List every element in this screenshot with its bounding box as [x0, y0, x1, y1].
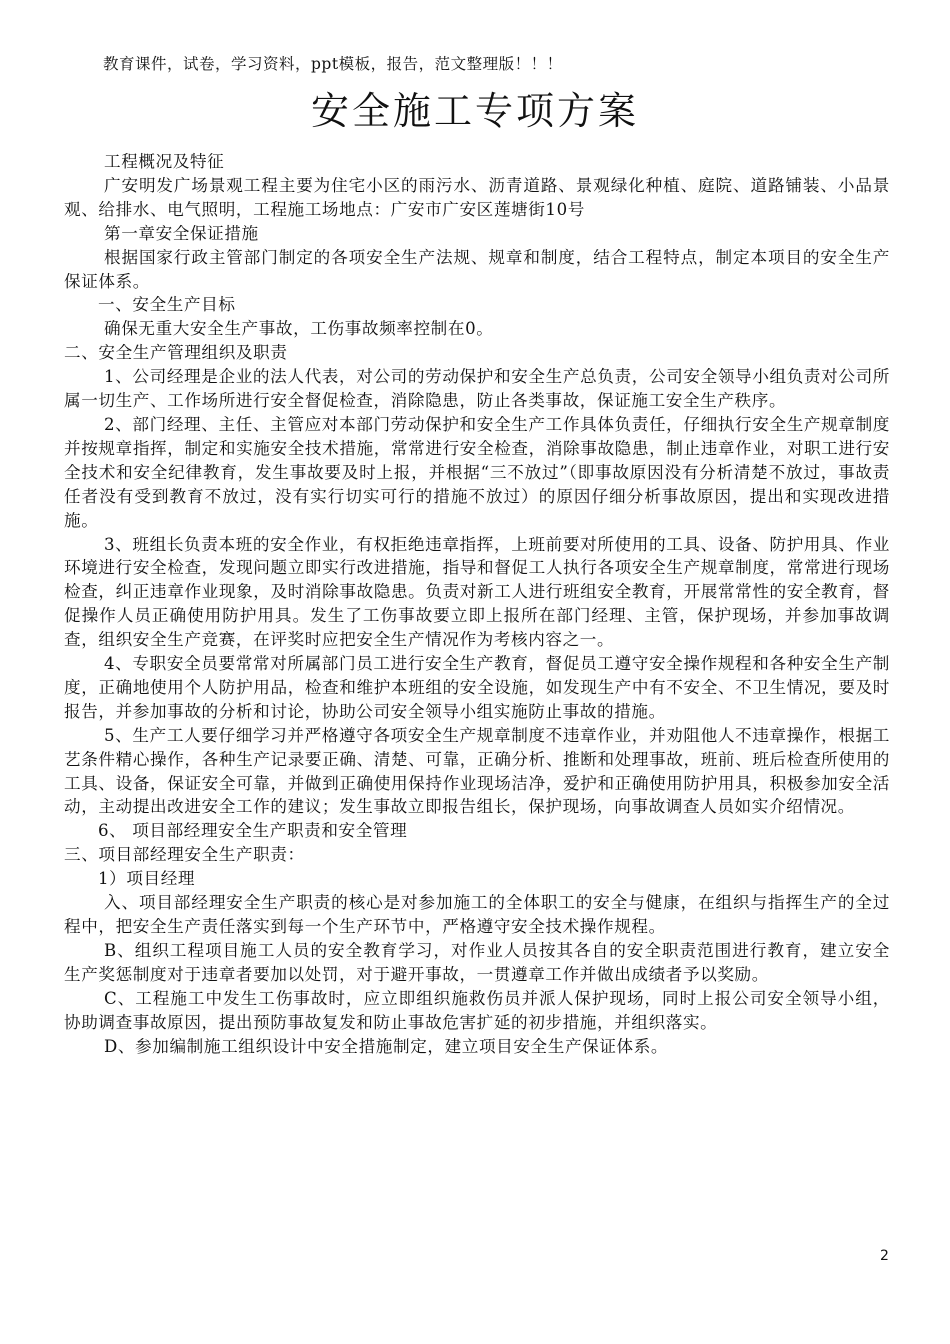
section-heading-overview: 工程概况及特征: [104, 152, 225, 171]
header-note: 教育课件，试卷，学习资料，ppt模板，报告，范文整理版！！！: [103, 55, 563, 73]
paragraph-item-3: 3、班组长负责本班的安全作业，有权拒绝违章指挥，上班前要对所使用的工具、设备、防护用具、作业环境进行安全检查，发现问题立即实行改进措施，指导和督促工人执行各项安全生产规章制度，常常进行现场检查，纠正违章作业现象，及时消除事故隐患。负责对新工人进行班组安全教育，开展常常性的安全教育，督促操作人员正确使用防护用具。发生了工伤事故要立即上报所在部门经理、主管，保护现场，并参加事故调查，组织安全生产竞赛，在评奖时应把安全生产情况作为考核内容之一。: [64, 534, 890, 650]
paragraph-duty-d: D、参加编制施工组织设计中安全措施制定，建立项目安全生产保证体系。: [104, 1036, 669, 1056]
paragraph-item-2: 2、部门经理、主任、主管应对本部门劳动保护和安全生产工作具体负责任，仔细执行安全生产规章制度并按规章指挥，制定和实施安全技术措施，常常进行安全检查，消除事故隐患，制止违章作业，对职工进行安全技术和安全纪律教育，发生事故要及时上报，并根据“三不放过”（即事故原因没有分析清楚不放过，事故责任者没有受到教育不放过，没有实行切实可行的措施不放过）的原因仔细分析事故原因，提出和实现改进措施。: [64, 414, 890, 530]
paragraph-goal: 确保无重大安全生产事故，工伤事故频率控制在0。: [104, 319, 494, 339]
document-body: [64, 150, 890, 1058]
paragraph-item-4: 4、专职安全员要常常对所属部门员工进行安全生产教育，督促员工遵守安全操作规程和各种安全生产制度，正确地使用个人防护用品，检查和维护本班组的安全设施，如发现生产中有不安全、不卫生情况，要及时报告，并参加事故的分析和讨论，协助公司安全领导小组实施防止事故的措施。: [64, 654, 890, 721]
paragraph-duty-c: C、工程施工中发生工伤事故时，应立即组织施救伤员并派人保护现场，同时上报公司安全领导小组，协助调查事故原因，提出预防事故复发和防止事故危害扩延的初步措施，并组织落实。: [64, 988, 890, 1032]
paragraph-duty-b: B、组织工程项目施工人员的安全教育学习，对作业人员按其各自的安全职责范围进行教育，建立安全生产奖惩制度对于违章者要加以处罚，对于避开事故，一贯遵章工作并做出成绩者予以奖励。: [64, 940, 890, 984]
subheading-project-manager: 1）项目经理: [98, 869, 196, 889]
section-heading-organization: 二、安全生产管理组织及职责: [64, 343, 288, 363]
section-heading-manager-duties: 三、项目部经理安全生产职责：: [64, 845, 305, 865]
chapter-heading: 第一章安全保证措施: [104, 223, 259, 243]
paragraph-overview: 广安明发广场景观工程主要为住宅小区的雨污水、沥青道路、景观绿化种植、庭院、道路铺装、小品景观、给排水、电气照明，工程施工场地点：广安市广安区莲塘街10号: [64, 175, 890, 219]
paragraph-duty-a: 入、项目部经理安全生产职责的核心是对参加施工的全体职工的安全与健康，在组织与指挥生产的全过程中，把安全生产责任落实到每一个生产环节中，严格遵守安全技术操作规程。: [64, 893, 890, 936]
document-title: 安全施工专项方案: [310, 89, 639, 133]
paragraph-item-5: 5、生产工人要仔细学习并严格遵守各项安全生产规章制度不违章作业，并劝阻他人不违章操作，根据工艺条件精心操作，各种生产记录要正确、清楚、可靠，正确分析、推断和处理事故，班前、班后检查所使用的工具、设备，保证安全可靠，并做到正确使用保持作业现场洁净，爱护和正确使用防护用具，积极参加安全活动，主动提出改进安全工作的建议；发生事故立即报告组长，保护现场，向事故调查人员如实介绍情况。: [64, 725, 890, 817]
paragraph-item-6: 6、 项目部经理安全生产职责和安全管理: [98, 821, 408, 841]
page-number: 2: [880, 1248, 889, 1264]
section-heading-goal: 一、安全生产目标: [98, 295, 236, 315]
paragraph-item-1: 1、公司经理是企业的法人代表，对公司的劳动保护和安全生产总负责，公司安全领导小组负责对公司所属一切生产、工作场所进行安全督促检查，消除隐患，防止各类事故，保证施工安全生产秩序。: [64, 367, 890, 411]
paragraph-intro: 根据国家行政主管部门制定的各项安全生产法规、规章和制度，结合工程特点，制定本项目的安全生产保证体系。: [64, 247, 890, 291]
